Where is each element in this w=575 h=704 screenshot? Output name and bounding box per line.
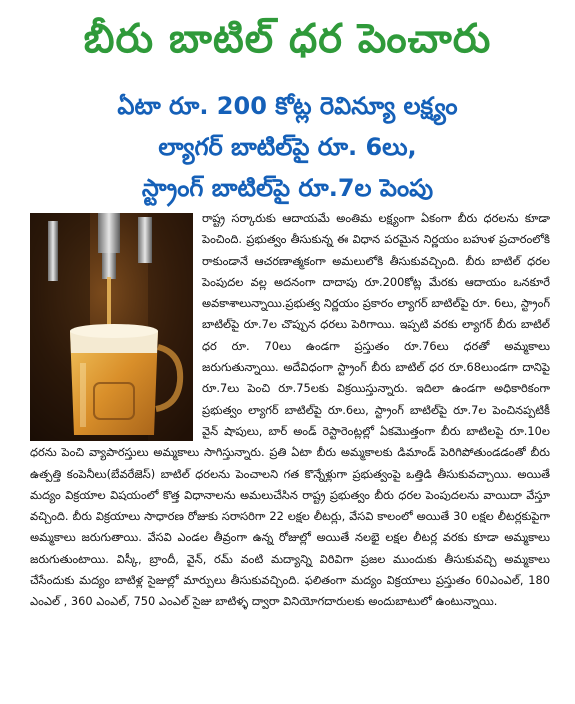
headline: బీరు బాటిల్ ధర పెంచారు	[83, 16, 492, 62]
article-text: రాష్ట్ర సర్కారుకు ఆదాయమే అంతిమ లక్ష్యంగా ఏకంగా బీరు ధరలను కూడా పెంచింది. ప్రభుత్వం తీసుకున్న ఈ విధాన పరమైన నిర్ణయం బహుళ ప్రచారంలోకి రాకుండానే ఆచరణాత్మకంగా అమలులోకి తీసుకువచ్చింది. బీరు బాటిల్ ధరల పెంపుదల వల్ల అదనంగా దాదాపు రూ.200కోట్ల మేరకు ఆదాయం ఒనకూరే అవకాశాలున్నాయి.ప్రభుత్వ నిర్ణయం ప్రకారం ల్యాగర్ బాటిల్‌పై రూ. 6లు, స్ట్రాంగ్ బాటిల్‌పై రూ.7ల చొప్పున ధరలు పెరిగాయి. ఇప్పటి వరకు ల్యాగర్ బీరు బాటిల్ ధర రూ. 70లు ఉండగా ప్రస్తుతం రూ.76లు ధరతో అమ్మకాలు జరుగుతున్నాయి. అదేవిధంగా స్ట్రాంగ్ బీరు బాటిల్ ధర రూ.68లుండగా దానిపై రూ.7లు పెంచి రూ.75లకు విక్రయిస్తున్నారు. ఇదిలా ఉండగా అధికారికంగా ప్రభుత్వం ల్యాగర్ బాటిల్‌పై రూ.6లు, స్ట్రాంగ్ బాటిల్‌పై రూ.7ల పెంచినప్పటికీ వైన్ షాపులు, బార్ అండ్ రెస్టారెంట్లల్లో ఏకమొత్తంగా బీరు బాటిలపై రూ.10ల ధరను పెంచి వ్యాపారస్తులు అమ్మకాలు సాగిస్తున్నారు. ప్రతి ఏటా బీరు అమ్మకాలకు డిమాండ్ పెరిగిపోతుండడంతో బీరు ఉత్పత్తి కంపెనీలు(బేవరేజెస్) బాటిల్ ధరలను పెంచాలని గత కొన్నేళ్లుగా ప్రభుత్వంపై ఒత్తిడి తీసుకువచ్చాయి. అయితే మద్యం విక్రయాల విషయంలో కొత్త విధానాలను అమలుచేసిన రాష్ట్ర ప్రభుత్వం బీరు ధరల పెంపుదలను వాయిదా వేస్తూ వచ్చింది. బీరు విక్రయాలు సాధారణ రోజుకు సరాసరిగా 22 లక్షల లీటర్లు, వేసవి కాలంలో అయితే 30 లక్షల లీటర్లకుపైగా అమ్మకాలు జరుగుతాయి. వేసవి ఎండల తీవ్రంగా ఉన్న రోజుల్లో అయితే నలభై లక్షల లీటర్ల వరకు కూడా అమ్మకాలు జరుగుతుంటాయి. విస్కీ, బ్రాందీ, వైన్, రమ్ వంటి మద్యాన్ని విరివిగా ప్రజల ముందుకు తీసుకువచ్చి అమ్మకాలు చేసేందుకు మద్యం బాటిళ్ల సైజుల్లో మార్పులు తీసుకువచ్చింది. ఫలితంగా మద్యం విక్రయాలు ప్రస్తుతం 60ఎంఎల్, 180 ఎంఎల్ , 360 ఎంఎల్, 750 ఎంఎల్ సైజు బాటిళ్ళ ద్వారా వినియోగదారులకు అందుబాటులో ఉంటున్నాయి.	[30, 211, 550, 609]
article-body	[30, 208, 550, 688]
subheadline-revenue: ఏటా రూ. 200 కోట్ల రెవిన్యూ లక్ష్యం	[117, 92, 458, 120]
subheadline-strong: స్ట్రాంగ్ బాటిల్‌పై రూ.7ల పెంపు	[141, 174, 434, 202]
photo-spacer	[30, 208, 202, 442]
subheadline-lager: ల్యాగర్ బాటిల్‌పై రూ. 6లు,	[158, 133, 417, 161]
